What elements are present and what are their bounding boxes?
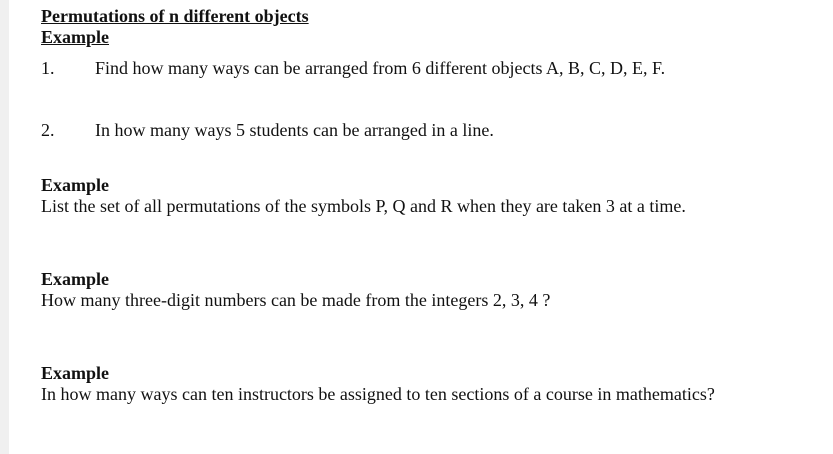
example-block-2 <box>41 269 821 311</box>
question-item-1 <box>41 58 821 79</box>
example-label: Example <box>41 363 110 383</box>
question-item-2 <box>41 120 821 141</box>
page-left-margin-strip <box>0 0 9 454</box>
example-label: Example <box>41 175 110 195</box>
example-label: Example <box>41 269 110 289</box>
example-text: How many three-digit numbers can be made from the integers 2, 3, 4 ? <box>41 290 551 310</box>
example-text: List the set of all permutations of the symbols P, Q and R when they are taken 3 at a time. <box>41 196 686 216</box>
example-text: In how many ways can ten instructors be assigned to ten sections of a course in mathematics? <box>41 384 715 404</box>
question-number: 1. <box>41 58 55 78</box>
example-block-1 <box>41 175 821 217</box>
question-number: 2. <box>41 120 55 140</box>
question-text: Find how many ways can be arranged from 6 different objects A, B, C, D, E, F. <box>95 58 666 78</box>
document-title: Permutations of n different objects <box>41 6 309 26</box>
question-text: In how many ways 5 students can be arranged in a line. <box>95 120 494 140</box>
example-heading: Example <box>41 27 110 47</box>
document-page <box>41 6 821 405</box>
example-block-3 <box>41 363 821 405</box>
